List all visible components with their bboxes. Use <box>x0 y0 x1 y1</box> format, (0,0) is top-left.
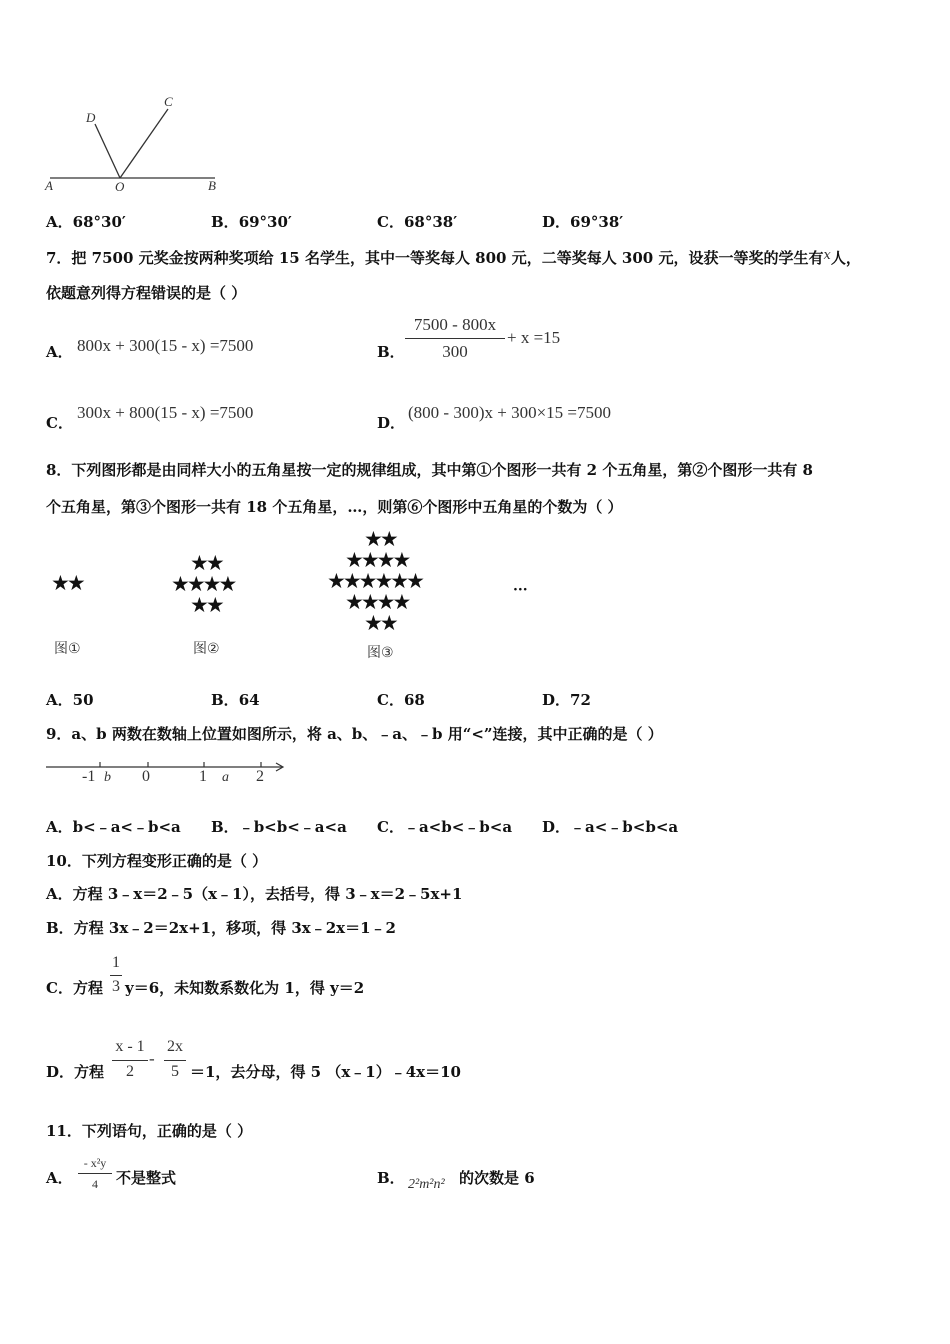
q10-option-d-prefix: D．方程 <box>46 1063 105 1081</box>
label-D: D <box>86 110 96 125</box>
tick-2: 2 <box>256 768 264 785</box>
q9-option-d: D．﹣a<﹣b<b<a <box>542 818 679 836</box>
label-C: C <box>164 94 173 109</box>
q11-a-denominator: 4 <box>92 1177 98 1191</box>
q10-c-numerator: 1 <box>112 954 120 971</box>
q10-d-numerator-2: 2x <box>167 1038 183 1055</box>
q10-option-b: B．方程 3x﹣2＝2x+1，移项，得 3x﹣2x＝1﹣2 <box>46 919 396 937</box>
figure-ellipsis: ··· <box>513 582 528 598</box>
q10-option-a: A．方程 3﹣x＝2﹣5（x﹣1），去括号，得 3﹣x＝2﹣5x+1 <box>46 885 463 903</box>
q7-stem-line2: 依题意列得方程错误的是（ ） <box>46 284 247 302</box>
q10-c-denominator: 3 <box>112 978 120 995</box>
q10-d-denominator-2: 5 <box>171 1063 179 1080</box>
q11-a-numerator: - x²y <box>83 1156 107 1170</box>
q10-option-d-rest: ＝1，去分母，得 5 （x﹣1）﹣4x＝10 <box>190 1063 461 1081</box>
fig2-row-3: ★★ <box>190 593 222 617</box>
q11-option-a-key: A． <box>46 1169 73 1187</box>
label-O: O <box>115 179 125 194</box>
q11-option-b-expr: 2²m²n² <box>408 1177 445 1192</box>
q11-option-b-key: B． <box>377 1169 405 1187</box>
tick-0: 0 <box>142 768 150 785</box>
q9-option-c: C．﹣a<b<﹣b<a <box>377 818 513 836</box>
fig3-label: 图③ <box>367 645 394 661</box>
q7-option-c-expr: 300x + 800(15 - x) =7500 <box>77 403 254 422</box>
q10-d-fraction-bar-2 <box>164 1060 186 1061</box>
q7-option-b-numerator: 7500 - 800x <box>413 315 497 334</box>
label-B: B <box>208 178 216 193</box>
fig1-label: 图① <box>54 641 81 657</box>
q7-option-a-key: A． <box>46 343 73 361</box>
q7-stem-line1: 7．把 7500 元奖金按两种奖项给 15 名学生，其中一等奖每人 800 元，二等奖每人 300 元，设获一等奖的学生有x人， <box>46 248 861 267</box>
fig3-row-2: ★★★★ <box>345 548 409 572</box>
q10-stem: 10．下列方程变形正确的是（ ） <box>46 852 268 870</box>
q10-d-fraction-bar-1 <box>112 1060 148 1061</box>
q8-option-d: D．72 <box>542 691 591 709</box>
fig2-label: 图② <box>193 641 220 657</box>
q7-option-b-tail: + x =15 <box>507 328 561 347</box>
q7-option-d-key: D． <box>377 414 406 432</box>
q6-option-a: A．68°30′ <box>46 213 126 231</box>
point-a-label: a <box>222 770 229 785</box>
q6-option-d: D．69°38′ <box>542 213 624 231</box>
number-line <box>44 756 289 786</box>
q8-option-b: B．64 <box>211 691 260 709</box>
q7-option-a-expr: 800x + 300(15 - x) =7500 <box>77 336 254 355</box>
q11-stem: 11．下列语句，正确的是（ ） <box>46 1122 253 1140</box>
fig2-row-1: ★★ <box>190 551 222 575</box>
q8-option-c: C．68 <box>377 691 425 709</box>
tick-minus-1: -1 <box>82 768 96 785</box>
fig2-row-2: ★★★★ <box>171 572 235 596</box>
q10-d-numerator-1: x - 1 <box>115 1038 145 1055</box>
fig1-row-1: ★★ <box>51 571 83 595</box>
q6-option-b: B．69°30′ <box>211 213 292 231</box>
q11-option-a-text: 不是整式 <box>116 1169 177 1187</box>
q11-option-b-text: 的次数是 6 <box>459 1169 535 1187</box>
q7-option-b-key: B． <box>377 343 405 361</box>
q9-stem: 9．a、b 两数在数轴上位置如图所示，将 a、b、﹣a、﹣b 用“<”连接，其中正确的是（ ） <box>46 725 663 743</box>
q11-a-fraction-bar <box>78 1173 112 1174</box>
q8-option-a: A．50 <box>46 691 94 709</box>
fig3-row-1: ★★ <box>364 527 396 551</box>
fig3-row-5: ★★ <box>364 611 396 635</box>
q9-option-a: A．b<﹣a<﹣b<a <box>46 818 181 836</box>
tick-1: 1 <box>199 768 207 785</box>
label-A: A <box>45 178 53 193</box>
q10-d-denominator-1: 2 <box>126 1063 134 1080</box>
q7-option-c-key: C． <box>46 414 73 432</box>
q10-option-c-rest: y＝6，未知数系数化为 1，得 y＝2 <box>125 979 365 997</box>
q7-option-b-denominator: 300 <box>442 342 468 361</box>
q8-stem-line2: 个五角星，第③个图形一共有 18 个五角星，…，则第⑥个图形中五角星的个数为（ ） <box>46 498 623 516</box>
fig3-row-3: ★★★★★★ <box>327 569 422 593</box>
angle-figure <box>40 92 230 197</box>
q6-option-c: C．68°38′ <box>377 213 458 231</box>
point-b-label: b <box>104 770 111 785</box>
q7-option-d-expr: (800 - 300)x + 300×15 =7500 <box>408 403 611 422</box>
q10-option-c-prefix: C．方程 <box>46 979 103 997</box>
q10-c-fraction-bar <box>110 975 122 976</box>
q7-option-b-fraction-bar <box>405 338 505 339</box>
fig3-row-4: ★★★★ <box>345 590 409 614</box>
q8-stem-line1: 8．下列图形都是由同样大小的五角星按一定的规律组成，其中第①个图形一共有 2 个五角星，第②个图形一共有 8 <box>46 461 813 479</box>
q9-option-b: B．﹣b<b<﹣a<a <box>211 818 347 836</box>
q10-d-minus: - <box>149 1049 155 1068</box>
